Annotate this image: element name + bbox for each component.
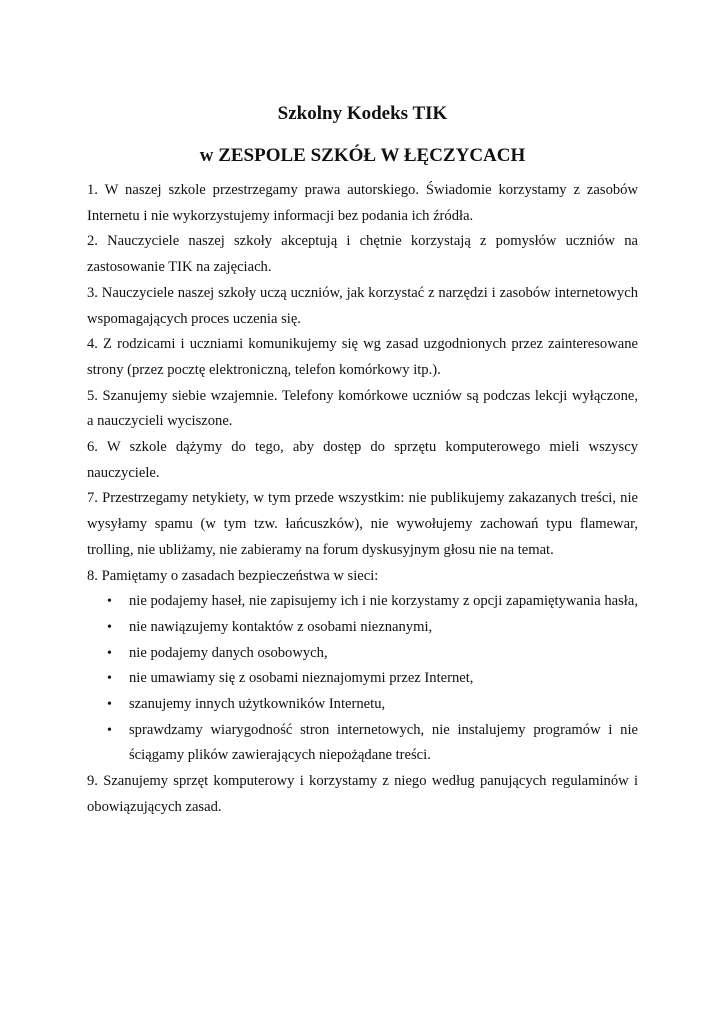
rule-paragraph: 9. Szanujemy sprzęt komputerowy i korzystamy z niego według panujących regulaminów i obowiązujących zasad.: [87, 773, 638, 815]
list-item: [107, 641, 638, 667]
safety-list: [87, 589, 638, 769]
rule-paragraph: 8. Pamiętamy o zasadach bezpieczeństwa w sieci:: [87, 567, 379, 584]
document-subtitle: w ZESPOLE SZKÓŁ W ŁĘCZYCACH: [199, 145, 526, 166]
rule-paragraph: 3. Nauczyciele naszej szkoły uczą uczniów, jak korzystać z narzędzi i zasobów internetowych wspomagających proces uczenia się.: [87, 284, 638, 327]
list-item: [107, 718, 638, 769]
bullet-icon: •: [107, 671, 112, 687]
document-body: [87, 178, 638, 821]
list-item: [107, 666, 638, 692]
rule-paragraph: 6. W szkole dążymy do tego, aby dostęp do sprzętu komputerowego mieli wszyscy nauczyciele.: [87, 439, 638, 481]
list-item-text: nie umawiamy się z osobami nieznajomymi przez Internet,: [129, 670, 474, 687]
rule-paragraph: 4. Z rodzicami i uczniami komunikujemy się wg zasad uzgodnionych przez zainteresowane strony (przez pocztę elektroniczną, telefon komórkowy itp.).: [87, 336, 638, 378]
bullet-icon: •: [107, 619, 112, 635]
rule-paragraph: 1. W naszej szkole przestrzegamy prawa autorskiego. Świadomie korzystamy z zasobów Internetu i nie wykorzystujemy informacji bez podania ich źródła.: [87, 182, 638, 224]
list-item-text: nie podajemy haseł, nie zapisujemy ich i nie korzystamy z opcji zapamiętywania hasła,: [129, 593, 638, 610]
list-item-text: nie podajemy danych osobowych,: [129, 644, 328, 661]
rule-paragraph: 5. Szanujemy siebie wzajemnie. Telefony komórkowe uczniów są podczas lekcji wyłączone, a nauczycieli wyciszone.: [87, 387, 638, 430]
list-item-text: nie nawiązujemy kontaktów z osobami nieznanymi,: [129, 618, 433, 635]
list-item: [107, 589, 638, 615]
bullet-icon: •: [107, 645, 112, 661]
document-title: Szkolny Kodeks TIK: [277, 103, 448, 124]
rule-paragraph: 2. Nauczyciele naszej szkoły akceptują i chętnie korzystają z pomysłów uczniów na zastosowanie TIK na zajęciach.: [87, 233, 638, 276]
list-item-text: szanujemy innych użytkowników Internetu,: [129, 696, 386, 713]
rule-paragraph: 7. Przestrzegamy netykiety, w tym przede wszystkim: nie publikujemy zakazanych treści, nie wysyłamy spamu (w tym tzw. łańcuszków), nie wywołujemy zachowań typu flamewar, trolling, nie ubliżamy, nie zabieramy na forum dyskusyjnym głosu nie na temat.: [87, 490, 638, 558]
list-item: [107, 692, 638, 718]
list-item: [107, 615, 638, 641]
bullet-icon: •: [107, 722, 112, 738]
bullet-icon: •: [107, 594, 112, 610]
list-item-text: sprawdzamy wiarygodność stron internetowych, nie instalujemy programów i nie ściągamy plików zawierających niepożądane treści.: [129, 721, 638, 764]
bullet-icon: •: [107, 697, 112, 713]
